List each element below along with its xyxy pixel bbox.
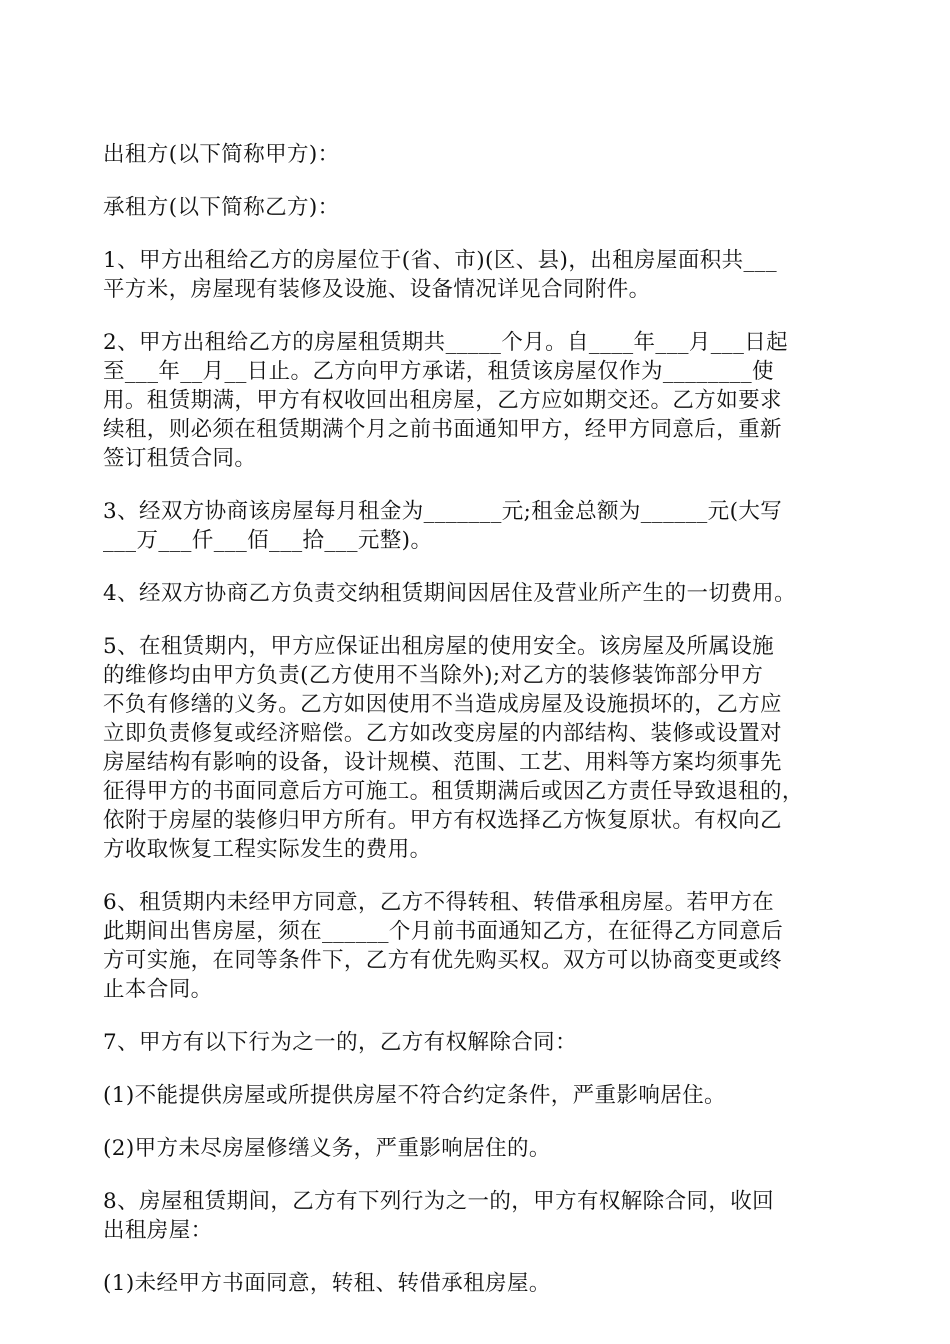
paragraph-line: 征得甲方的书面同意后方可施工。租赁期满后或因乙方责任导致退租的， (103, 779, 804, 804)
paragraph-line: 依附于房屋的装修归甲方所有。甲方有权选择乙方恢复原状。有权向乙 (103, 808, 782, 833)
contract-paragraph (103, 1187, 863, 1245)
paragraph-line: 不负有修缮的义务。乙方如因使用不当造成房屋及设施损坏的，乙方应 (103, 692, 782, 717)
paragraph-line: 立即负责修复或经济赔偿。乙方如改变房屋的内部结构、装修或设置对 (103, 721, 782, 746)
paragraph-line: 2、甲方出租给乙方的房屋租赁期共_____个月。自____年___月___日起 (103, 330, 789, 355)
contract-paragraph (103, 1028, 863, 1057)
contract-paragraph (103, 1269, 863, 1298)
contract-paragraph (103, 1134, 863, 1163)
paragraph-line: 用。租赁期满，甲方有权收回出租房屋，乙方应如期交还。乙方如要求 (103, 388, 782, 413)
paragraph-line: 5、在租赁期内，甲方应保证出租房屋的使用安全。该房屋及所属设施 (103, 634, 775, 659)
paragraph-line: 房屋结构有影响的设备，设计规模、范围、工艺、用料等方案均须事先 (103, 750, 782, 775)
paragraph-line: 出租方(以下简称甲方)： (103, 142, 340, 167)
paragraph-line: 的维修均由甲方负责(乙方使用不当除外);对乙方的装修装饰部分甲方 (103, 663, 764, 688)
document-body (103, 140, 863, 1322)
contract-paragraph (103, 497, 863, 555)
paragraph-line: 续租，则必须在租赁期满个月之前书面通知甲方，经甲方同意后，重新 (103, 417, 782, 442)
contract-paragraph (103, 888, 863, 1004)
paragraph-line: 止本合同。 (103, 977, 213, 1002)
paragraph-line: 1、甲方出租给乙方的房屋位于(省、市)(区、县)，出租房屋面积共___ (103, 248, 777, 273)
contract-paragraph (103, 632, 863, 864)
paragraph-line: (1)不能提供房屋或所提供房屋不符合约定条件，严重影响居住。 (103, 1083, 726, 1108)
contract-paragraph (103, 140, 863, 169)
paragraph-line: 8、房屋租赁期间，乙方有下列行为之一的，甲方有权解除合同，收回 (103, 1189, 775, 1214)
paragraph-line: 至___年__月__日止。乙方向甲方承诺，租赁该房屋仅作为________使 (103, 359, 774, 384)
paragraph-line: 方可实施，在同等条件下，乙方有优先购买权。双方可以协商变更或终 (103, 948, 782, 973)
paragraph-line: 此期间出售房屋，须在______个月前书面通知乙方，在征得乙方同意后 (103, 919, 784, 944)
contract-paragraph (103, 193, 863, 222)
paragraph-line: 签订租赁合同。 (103, 446, 257, 471)
contract-paragraph (103, 1081, 863, 1110)
paragraph-line: 方收取恢复工程实际发生的费用。 (103, 837, 432, 862)
paragraph-line: 承租方(以下简称乙方)： (103, 195, 340, 220)
contract-paragraph (103, 328, 863, 473)
paragraph-line: 4、经双方协商乙方负责交纳租赁期间因居住及营业所产生的一切费用。 (103, 581, 796, 606)
contract-paragraph (103, 246, 863, 304)
paragraph-line: 出租房屋： (103, 1218, 213, 1243)
paragraph-line: 平方米，房屋现有装修及设施、设备情况详见合同附件。 (103, 277, 651, 302)
paragraph-line: 6、租赁期内未经甲方同意，乙方不得转租、转借承租房屋。若甲方在 (103, 890, 775, 915)
paragraph-line: 3、经双方协商该房屋每月租金为_______元;租金总额为______元(大写 (103, 499, 783, 524)
paragraph-line: (2)甲方未尽房屋修缮义务，严重影响居住的。 (103, 1136, 551, 1161)
contract-paragraph (103, 579, 863, 608)
paragraph-line: 7、甲方有以下行为之一的，乙方有权解除合同： (103, 1030, 577, 1055)
paragraph-line: ___万___仟___佰___拾___元整)。 (103, 528, 433, 553)
paragraph-line: (1)未经甲方书面同意，转租、转借承租房屋。 (103, 1271, 551, 1296)
